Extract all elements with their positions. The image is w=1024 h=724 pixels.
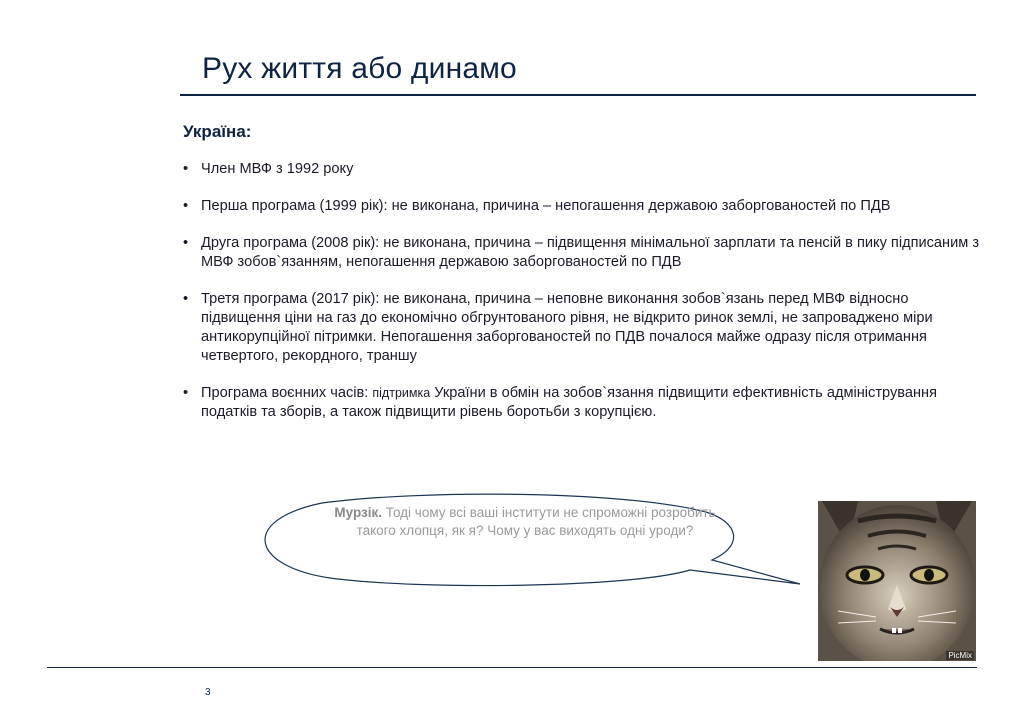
bullet-text: Друга програма (2008 рік): не виконана, причина – підвищення мінімальної зарплати та пенсій в пику підписаним з МВФ зобов`язанням, непогашення державою заборгованостей по ПДВ xyxy=(201,235,980,270)
section-heading: Україна: xyxy=(183,122,252,141)
speech-text xyxy=(325,504,725,540)
bullet-dot: • xyxy=(183,385,189,401)
cat-face-image xyxy=(818,501,976,661)
bullet-text: Третя програма (2017 рік): не виконана, причина – неповне виконання зобов`язань перед МВФ відносно підвищення ціни на газ до економічно обгрунтованого рівня, не відкрито ринок землі, не запроваджено міри антикорупційної пітримки. Непогашення заборгованостей по ПДВ почалося майже одразу після отримання четвертого, рекордного, траншу xyxy=(201,291,933,364)
slide-title: Рух життя або динамо xyxy=(202,52,517,85)
bullet-dot: • xyxy=(183,198,189,214)
cat-photo xyxy=(818,501,976,661)
bullet-text-post: України в обмін на зобов`язання підвищити ефективність адміністрування податків та зборів, а також підвищити рівень боротьби з корупцією. xyxy=(201,385,937,420)
footer-divider xyxy=(47,667,977,668)
bullet-text-pre: Програма воєнних часів: xyxy=(201,385,373,401)
bullet-dot: • xyxy=(183,161,189,177)
bullet-dot: • xyxy=(183,291,189,307)
bullet-dot: • xyxy=(183,235,189,251)
bullet-text: Член МВФ з 1992 року xyxy=(201,161,354,177)
speech-speaker: Мурзік. xyxy=(334,505,382,520)
bullet-text: Перша програма (1999 рік): не виконана, причина – непогашення державою заборгованостей по ПДВ xyxy=(201,198,891,214)
photo-watermark: PicMix xyxy=(948,651,972,660)
speech-body: Тоді чому всі ваші інститути не спроможні розробить такого хлопця, як я? Чому у вас виходять одні уроди? xyxy=(356,505,716,538)
bullet-text-small: підтримка xyxy=(372,386,431,400)
page-number: 3 xyxy=(205,687,211,698)
